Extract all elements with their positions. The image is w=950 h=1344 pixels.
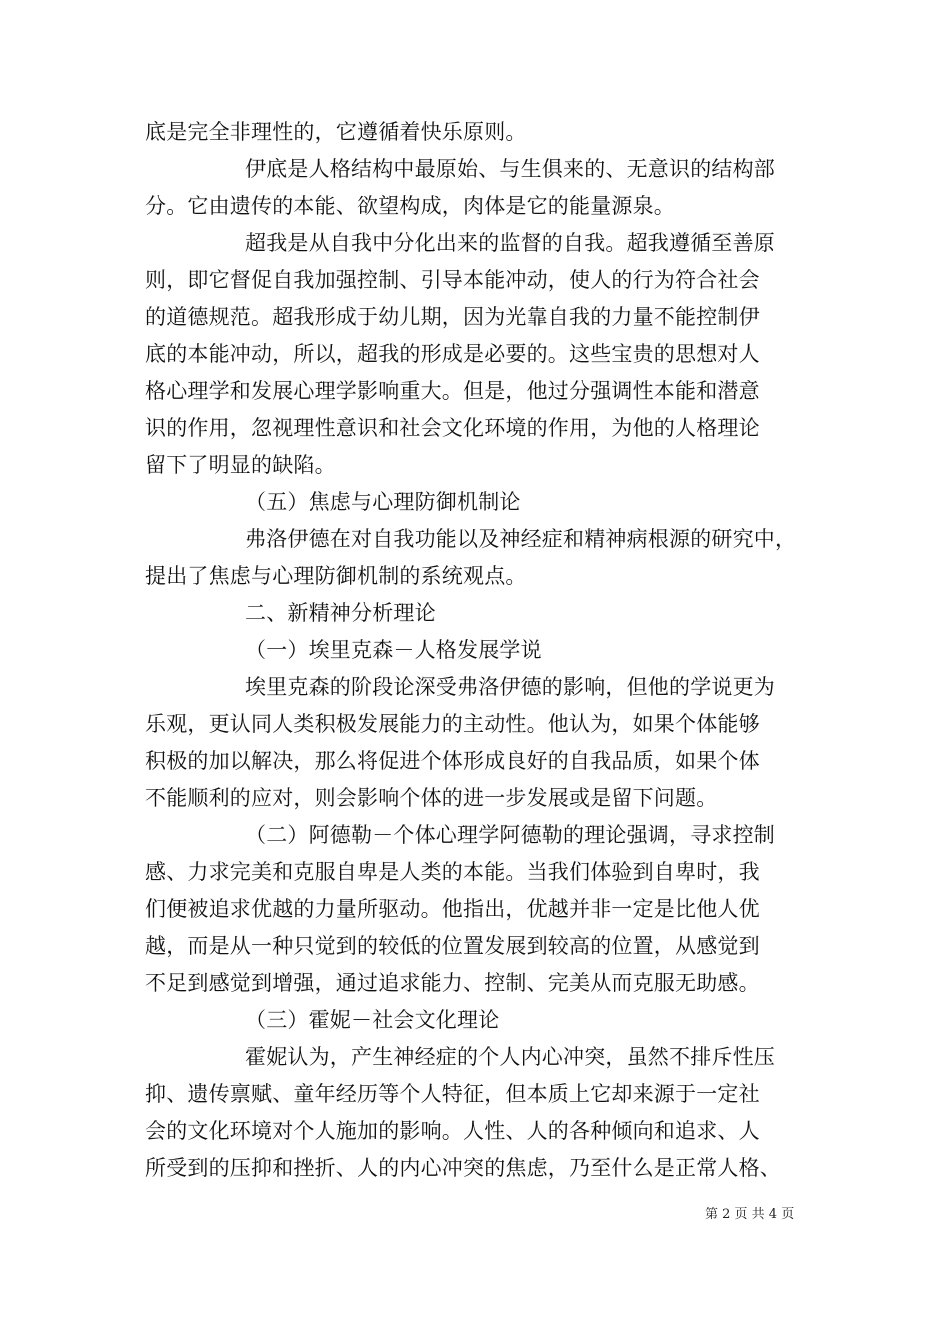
text-line: 的道德规范。超我形成于幼儿期，因为光靠自我的力量不能控制伊 [145, 305, 760, 329]
page-footer: 第 2 页 共 4 页 [705, 1207, 795, 1222]
text-line: 会的文化环境对个人施加的影响。人性、人的各种倾向和追求、人 [145, 1119, 760, 1143]
text-line: 底是完全非理性的，它遵循着快乐原则。 [145, 120, 527, 144]
text-line: 所受到的压抑和挫折、人的内心冲突的焦虑，乃至什么是正常人格、 [145, 1156, 781, 1180]
text-line: 埃里克森的阶段论深受弗洛伊德的影响，但他的学说更为 [245, 675, 775, 699]
text-line: （三）霍妮－社会文化理论 [245, 1008, 500, 1032]
text-line: 不能顺利的应对，则会影响个体的进一步发展或是留下问题。 [145, 786, 718, 810]
text-line: 二、新精神分析理论 [245, 601, 436, 625]
text-line: 超我是从自我中分化出来的监督的自我。超我遵循至善原 [245, 231, 775, 255]
text-line: 积极的加以解决，那么将促进个体形成良好的自我品质，如果个体 [145, 749, 760, 773]
text-line: （二）阿德勒－个体心理学阿德勒的理论强调，寻求控制 [245, 823, 775, 847]
text-line: 识的作用，忽视理性意识和社会文化环境的作用，为他的人格理论 [145, 416, 760, 440]
text-line: 不足到感觉到增强，通过追求能力、控制、完美从而克服无助感。 [145, 971, 760, 995]
text-line: 感、力求完美和克服自卑是人类的本能。当我们体验到自卑时，我 [145, 860, 760, 884]
text-line: （五）焦虑与心理防御机制论 [245, 490, 521, 514]
text-line: （一）埃里克森－人格发展学说 [245, 638, 542, 662]
text-line: 弗洛伊德在对自我功能以及神经症和精神病根源的研究中， [245, 527, 797, 551]
text-line: 们便被追求优越的力量所驱动。他指出，优越并非一定是比他人优 [145, 897, 760, 921]
text-line: 留下了明显的缺陷。 [145, 453, 336, 477]
body-text [145, 114, 815, 1187]
text-line: 格心理学和发展心理学影响重大。但是，他过分强调性本能和潜意 [145, 379, 760, 403]
text-line: 底的本能冲动，所以，超我的形成是必要的。这些宝贵的思想对人 [145, 342, 760, 366]
text-line: 越，而是从一种只觉到的较低的位置发展到较高的位置，从感觉到 [145, 934, 760, 958]
text-line: 乐观，更认同人类积极发展能力的主动性。他认为，如果个体能够 [145, 712, 760, 736]
text-line: 伊底是人格结构中最原始、与生俱来的、无意识的结构部 [245, 157, 775, 181]
text-line: 抑、遗传禀赋、童年经历等个人特征，但本质上它却来源于一定社 [145, 1082, 760, 1106]
text-line: 则，即它督促自我加强控制、引导本能冲动，使人的行为符合社会 [145, 268, 760, 292]
text-line: 分。它由遗传的本能、欲望构成，肉体是它的能量源泉。 [145, 194, 675, 218]
text-line: 提出了焦虑与心理防御机制的系统观点。 [145, 564, 527, 588]
text-line: 霍妮认为，产生神经症的个人内心冲突，虽然不排斥性压 [245, 1045, 775, 1069]
